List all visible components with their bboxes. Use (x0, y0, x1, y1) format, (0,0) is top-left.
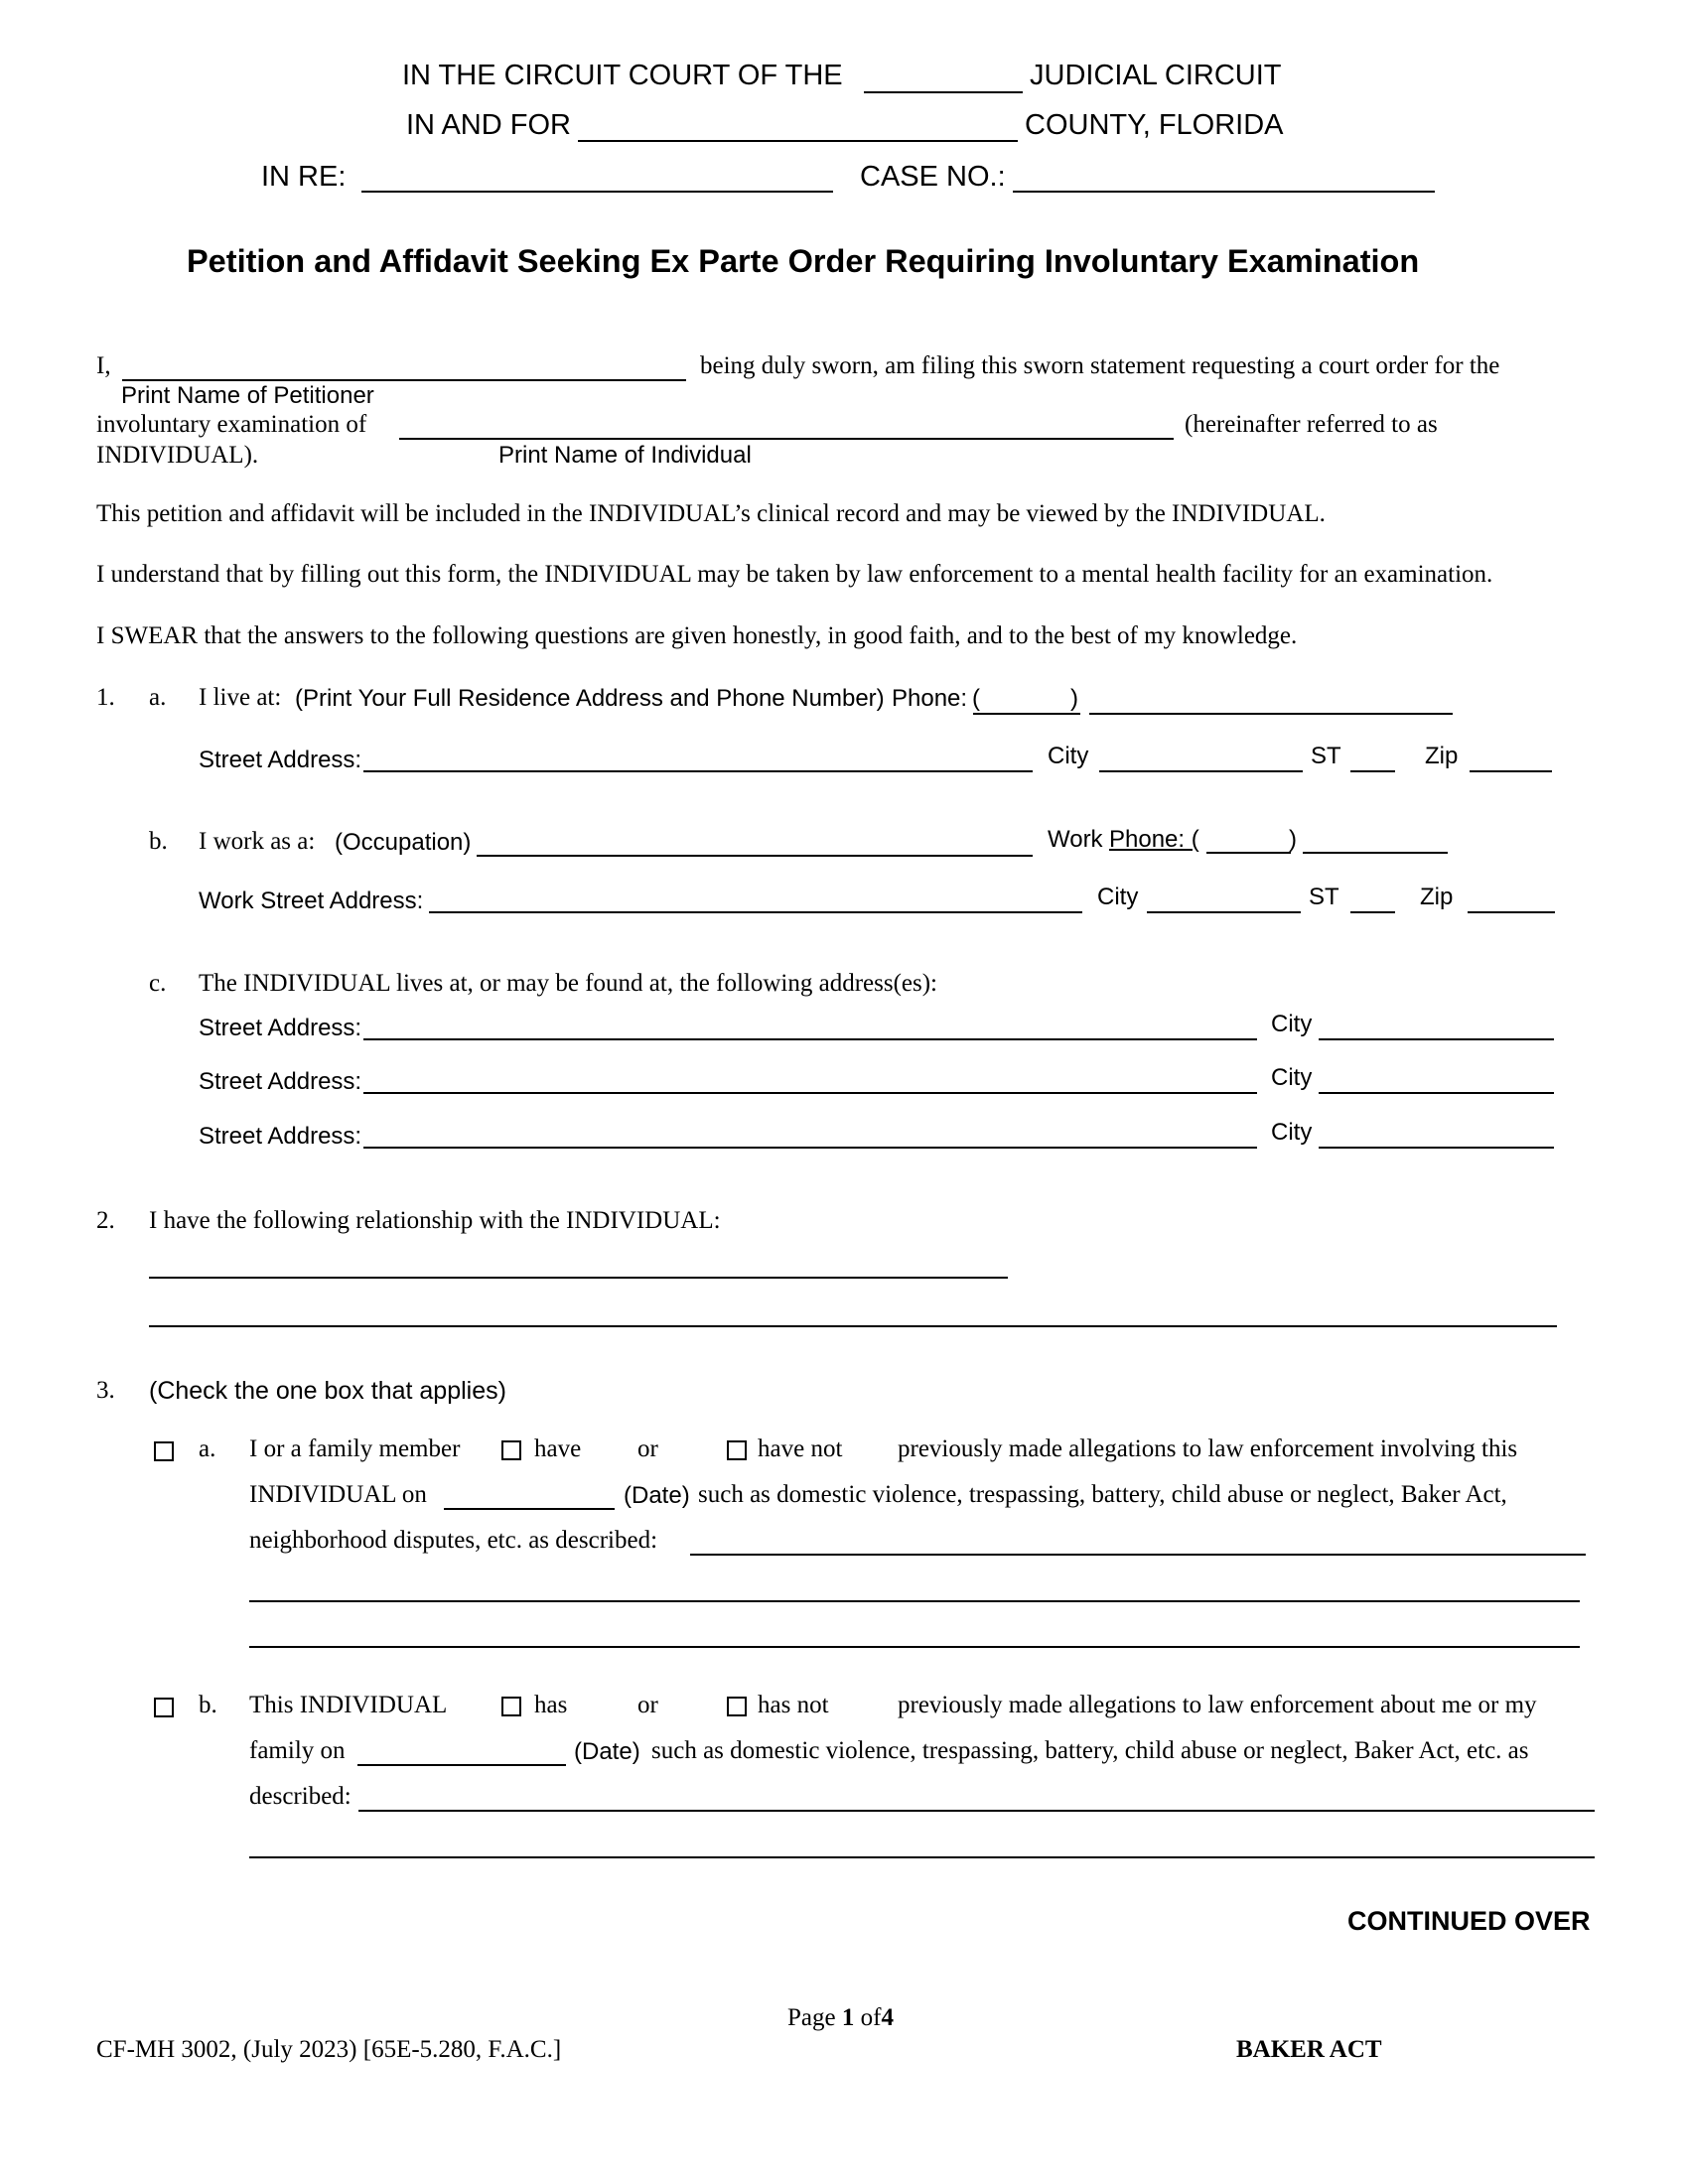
circuit-suffix: JUDICIAL CIRCUIT (1030, 60, 1282, 91)
intro-sworn: being duly sworn, am filing this sworn statement requesting a court order for the (700, 352, 1500, 379)
q1a-phone-label: Phone: (892, 685, 968, 712)
q1b-work-label: Work (1048, 826, 1103, 853)
q1c-city-label-1: City (1271, 1011, 1313, 1037)
q1-number: 1. (96, 684, 115, 711)
q1b-work-area-code-field[interactable] (1206, 852, 1291, 854)
petitioner-name-field[interactable] (122, 379, 686, 381)
county-field[interactable] (578, 140, 1018, 142)
q1c-street-field-2[interactable] (363, 1092, 1257, 1094)
q1a-phone-paren-close: ) (1070, 685, 1078, 712)
q3a-checkbox[interactable] (154, 1441, 174, 1461)
paragraph-clinical-record: This petition and affidavit will be included in the INDIVIDUAL’s clinical record and may be viewed by the INDIVIDUAL. (96, 500, 1326, 527)
circuit-prefix: IN THE CIRCUIT COURT OF THE (402, 60, 843, 91)
case-no-label: CASE NO.: (860, 161, 1006, 193)
q1a-street-field[interactable] (363, 770, 1033, 772)
page-title: Petition and Affidavit Seeking Ex Parte Order Requiring Involuntary Examination (187, 243, 1420, 279)
q3b-description-field-2[interactable] (249, 1856, 1595, 1858)
q3a-line3: neighborhood disputes, etc. as described: (249, 1527, 658, 1554)
petitioner-caption: Print Name of Petitioner (121, 382, 374, 409)
q1b-st-field[interactable] (1350, 911, 1395, 913)
q3b-has-label: has (534, 1692, 568, 1718)
q1a-st-field[interactable] (1350, 770, 1395, 772)
q1c-street-label-1: Street Address: (199, 1015, 362, 1041)
intro-exam-of: involuntary examination of (96, 411, 367, 438)
q1b-work-paren-close: ) (1289, 826, 1297, 853)
q1c-street-label-2: Street Address: (199, 1068, 362, 1095)
q3a-date-field[interactable] (444, 1508, 615, 1510)
q2-relationship-field-1[interactable] (149, 1277, 1008, 1279)
baker-act: BAKER ACT (1236, 2036, 1382, 2063)
q3b-line2-start: family on (249, 1737, 346, 1764)
county-suffix: COUNTY, FLORIDA (1025, 109, 1284, 141)
q1c-city-label-2: City (1271, 1064, 1313, 1091)
paragraph-law-enforcement: I understand that by filling out this form, the INDIVIDUAL may be taken by law enforcement to a mental health facility for an examination. (96, 561, 1493, 588)
q3a-line1: I or a family member (249, 1435, 461, 1462)
page-number (787, 2004, 894, 2032)
form-id: CF-MH 3002, (July 2023) [65E-5.280, F.A.C.] (96, 2036, 562, 2063)
q3b-has-checkbox[interactable] (501, 1697, 521, 1716)
q1c-city-field-2[interactable] (1319, 1092, 1554, 1094)
q3b-has-not-checkbox[interactable] (727, 1697, 747, 1716)
q3a-label: a. (199, 1435, 216, 1462)
q2-text: I have the following relationship with the INDIVIDUAL: (149, 1207, 721, 1234)
q3a-description-field-3[interactable] (249, 1646, 1580, 1648)
q1a-phone-paren-open: ( (972, 685, 980, 712)
q3a-line2-end: such as domestic violence, trespassing, battery, child abuse or neglect, Baker Act, (698, 1481, 1507, 1508)
intro-individual-end: INDIVIDUAL). (96, 442, 259, 469)
q3b-date-label: (Date) (574, 1738, 640, 1765)
q1b-city-label: City (1097, 884, 1139, 910)
q1b-work-phone-field[interactable] (1303, 852, 1448, 854)
individual-caption: Print Name of Individual (498, 442, 752, 469)
page-prefix: Page (787, 2004, 836, 2031)
q3a-line1-end: previously made allegations to law enforcement involving this (898, 1435, 1518, 1462)
q3a-have-not-checkbox[interactable] (727, 1440, 747, 1460)
q3a-date-label: (Date) (624, 1482, 690, 1509)
q3a-have-label: have (534, 1435, 582, 1462)
q3a-have-checkbox[interactable] (501, 1440, 521, 1460)
q1b-city-field[interactable] (1147, 911, 1301, 913)
q1b-work-street-label: Work Street Address: (199, 887, 424, 914)
q1b-text: I work as a: (199, 828, 316, 855)
q3b-description-field-1[interactable] (358, 1810, 1595, 1812)
case-no-field[interactable] (1013, 191, 1435, 193)
q3b-line3: described: (249, 1783, 352, 1810)
q1a-street-label: Street Address: (199, 747, 362, 773)
q1c-text: The INDIVIDUAL lives at, or may be found at, the following address(es): (199, 970, 938, 997)
q3a-description-field-2[interactable] (249, 1600, 1580, 1602)
q1a-zip-label: Zip (1425, 743, 1459, 769)
continued-over: CONTINUED OVER (1347, 1906, 1591, 1936)
q1a-text: I live at: (199, 684, 282, 711)
q1b-work-phone-label: Phone: ( (1109, 826, 1199, 853)
q1a-phone-field[interactable] (1089, 713, 1453, 715)
q2-number: 2. (96, 1207, 115, 1234)
q1c-street-label-3: Street Address: (199, 1123, 362, 1150)
q3a-description-field-1[interactable] (690, 1554, 1586, 1556)
q3b-line2-end: such as domestic violence, trespassing, battery, child abuse or neglect, Baker Act, etc. as (651, 1737, 1529, 1764)
q3b-label: b. (199, 1692, 217, 1718)
q1c-label: c. (149, 970, 167, 997)
page-of: of (860, 2004, 882, 2031)
q3b-has-not-label: has not (758, 1692, 829, 1718)
q3b-or: or (637, 1692, 658, 1718)
q1a-city-label: City (1048, 743, 1089, 769)
q3a-or: or (637, 1435, 658, 1462)
q1a-st-label: ST (1311, 743, 1341, 769)
q3a-line2-start: INDIVIDUAL on (249, 1481, 427, 1508)
individual-name-field[interactable] (399, 438, 1174, 440)
q1c-city-field-1[interactable] (1319, 1038, 1554, 1040)
intro-hereinafter: (hereinafter referred to as (1185, 411, 1438, 438)
q3b-checkbox[interactable] (154, 1698, 174, 1717)
q1c-street-field-1[interactable] (363, 1038, 1257, 1040)
q2-relationship-field-2[interactable] (149, 1325, 1557, 1327)
intro-i: I, (96, 352, 111, 379)
q1c-city-field-3[interactable] (1319, 1147, 1554, 1149)
q1b-label: b. (149, 828, 168, 855)
q3b-line1: This INDIVIDUAL (249, 1692, 448, 1718)
q1c-street-field-3[interactable] (363, 1147, 1257, 1149)
q1a-label: a. (149, 684, 167, 711)
page-current: 1 (841, 2004, 855, 2031)
q1a-city-field[interactable] (1099, 770, 1303, 772)
q1c-city-label-3: City (1271, 1119, 1313, 1146)
q3a-have-not-label: have not (758, 1435, 843, 1462)
county-prefix: IN AND FOR (406, 109, 571, 141)
circuit-number-field[interactable] (864, 91, 1023, 93)
q1b-hint: (Occupation) (335, 829, 472, 856)
q3-number: 3. (96, 1377, 115, 1404)
q1b-st-label: ST (1309, 884, 1339, 910)
page-total: 4 (881, 2004, 894, 2031)
paragraph-swear: I SWEAR that the answers to the following questions are given honestly, in good faith, and to the best of my knowledge. (96, 622, 1298, 649)
q3b-date-field[interactable] (357, 1764, 566, 1766)
q1a-area-code-field[interactable] (973, 713, 1080, 715)
q1a-hint: (Print Your Full Residence Address and Phone Number) (295, 685, 885, 712)
q1b-work-street-field[interactable] (429, 911, 1082, 913)
q1a-zip-field[interactable] (1470, 770, 1552, 772)
q3-instruction: (Check the one box that applies) (149, 1377, 506, 1405)
q1b-occupation-field[interactable] (477, 855, 1033, 857)
q1b-zip-label: Zip (1420, 884, 1454, 910)
in-re-label: IN RE: (261, 161, 347, 193)
in-re-field[interactable] (361, 191, 833, 193)
q3b-line1-end: previously made allegations to law enforcement about me or my (898, 1692, 1537, 1718)
q1b-zip-field[interactable] (1468, 911, 1555, 913)
